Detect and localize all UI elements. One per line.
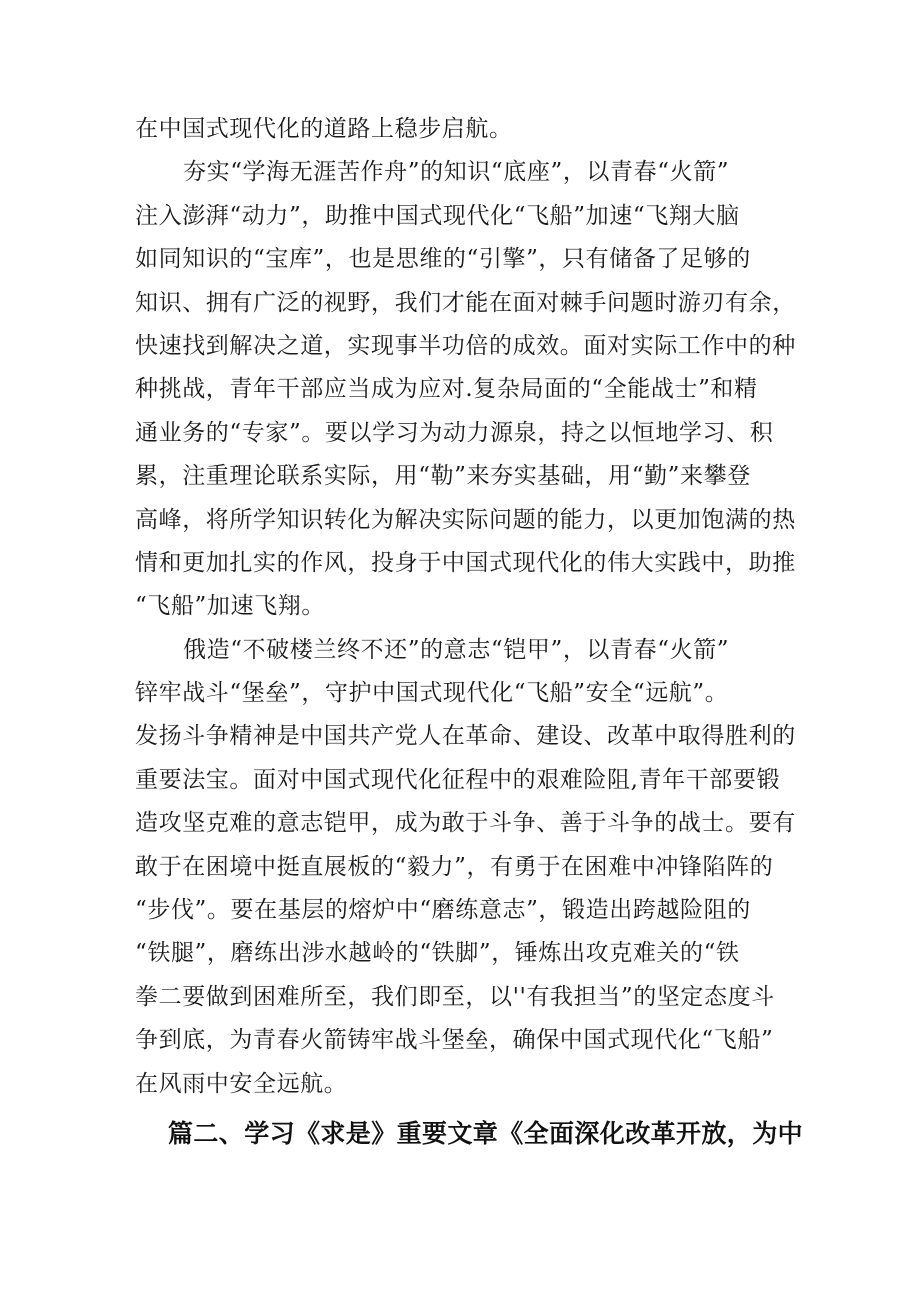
paragraph-first-line: 俄造“不破楼兰终不还”的意志“铠甲”，以青春“火箭”	[183, 636, 730, 663]
text-line: “飞船”加速飞翔。	[135, 593, 325, 620]
text-line: 种挑战，青年干部应当成为应对.复杂局面的“全能战士”和精	[135, 376, 758, 403]
text-line: 锌牢战斗“堡垒”，守护中国式现代化“飞船”安全“远航”。	[135, 680, 729, 707]
text-line: 敢于在困境中挺直展板的“毅力”，有勇于在困难中冲锋陷阵的	[135, 853, 774, 880]
section-heading: 篇二、学习《求是》重要文章《全面深化改革开放，为中	[168, 1119, 804, 1148]
article-body	[135, 108, 796, 1106]
text-line: 造攻坚克难的意志铠甲，成为敢于斗争、善于斗争的战士。要有	[135, 810, 796, 837]
text-line: 高峰，将所学知识转化为解决实际问题的能力，以更加饱满的热	[135, 506, 796, 533]
text-line: “步伐”。要在基层的熔炉中“磨练意志”，锻造出跨越险阻的	[135, 897, 751, 924]
text-line: 在风雨中安全远航。	[135, 1070, 348, 1097]
text-line: 发扬斗争精神是中国共产党人在革命、建设、改革中取得胜利的	[135, 723, 796, 750]
text-line: 争到底，为青春火箭铸牢战斗堡垒，确保中国式现代化“飞船”	[135, 1027, 774, 1054]
text-line: 如同知识的“宝库”，也是思维的“引擎”，只有储备了足够的	[135, 246, 751, 273]
text-line: 知识、拥有广泛的视野，我们才能在面对棘手问题时游刃有余，	[135, 289, 796, 316]
text-line: 注入澎湃“动力”，助推中国式现代化“飞船”加速“飞翔大脑	[135, 202, 740, 229]
text-line: 累，注重理论联系实际，用“勒”来夯实基础，用“勤”来攀登	[135, 463, 751, 490]
text-line: 重要法宝。面对中国式现代化征程中的艰难险阻,青年干部要锻	[135, 766, 781, 793]
text-line: “铁腿”，磨练出涉水越岭的“铁脚”，锤炼出攻克难关的“铁	[135, 940, 740, 967]
text-line: 快速找到解决之道，实现事半功倍的成效。面对实际工作中的种	[135, 332, 796, 359]
text-line: 拳二要做到困难所至，我们即至，以''有我担当”的坚定态度斗	[135, 983, 775, 1010]
paragraph-first-line: 夯实“学海无涯苦作舟”的知识“底座”，以青春“火箭”	[183, 159, 730, 186]
text-line: 情和更加扎实的作风，投身于中国式现代化的伟大实践中，助推	[135, 549, 796, 576]
text-line: 通业务的“专家”。要以学习为动力源泉，持之以恒地学习、积	[135, 419, 774, 446]
text-line: 在中国式现代化的道路上稳步启航。	[135, 116, 513, 142]
